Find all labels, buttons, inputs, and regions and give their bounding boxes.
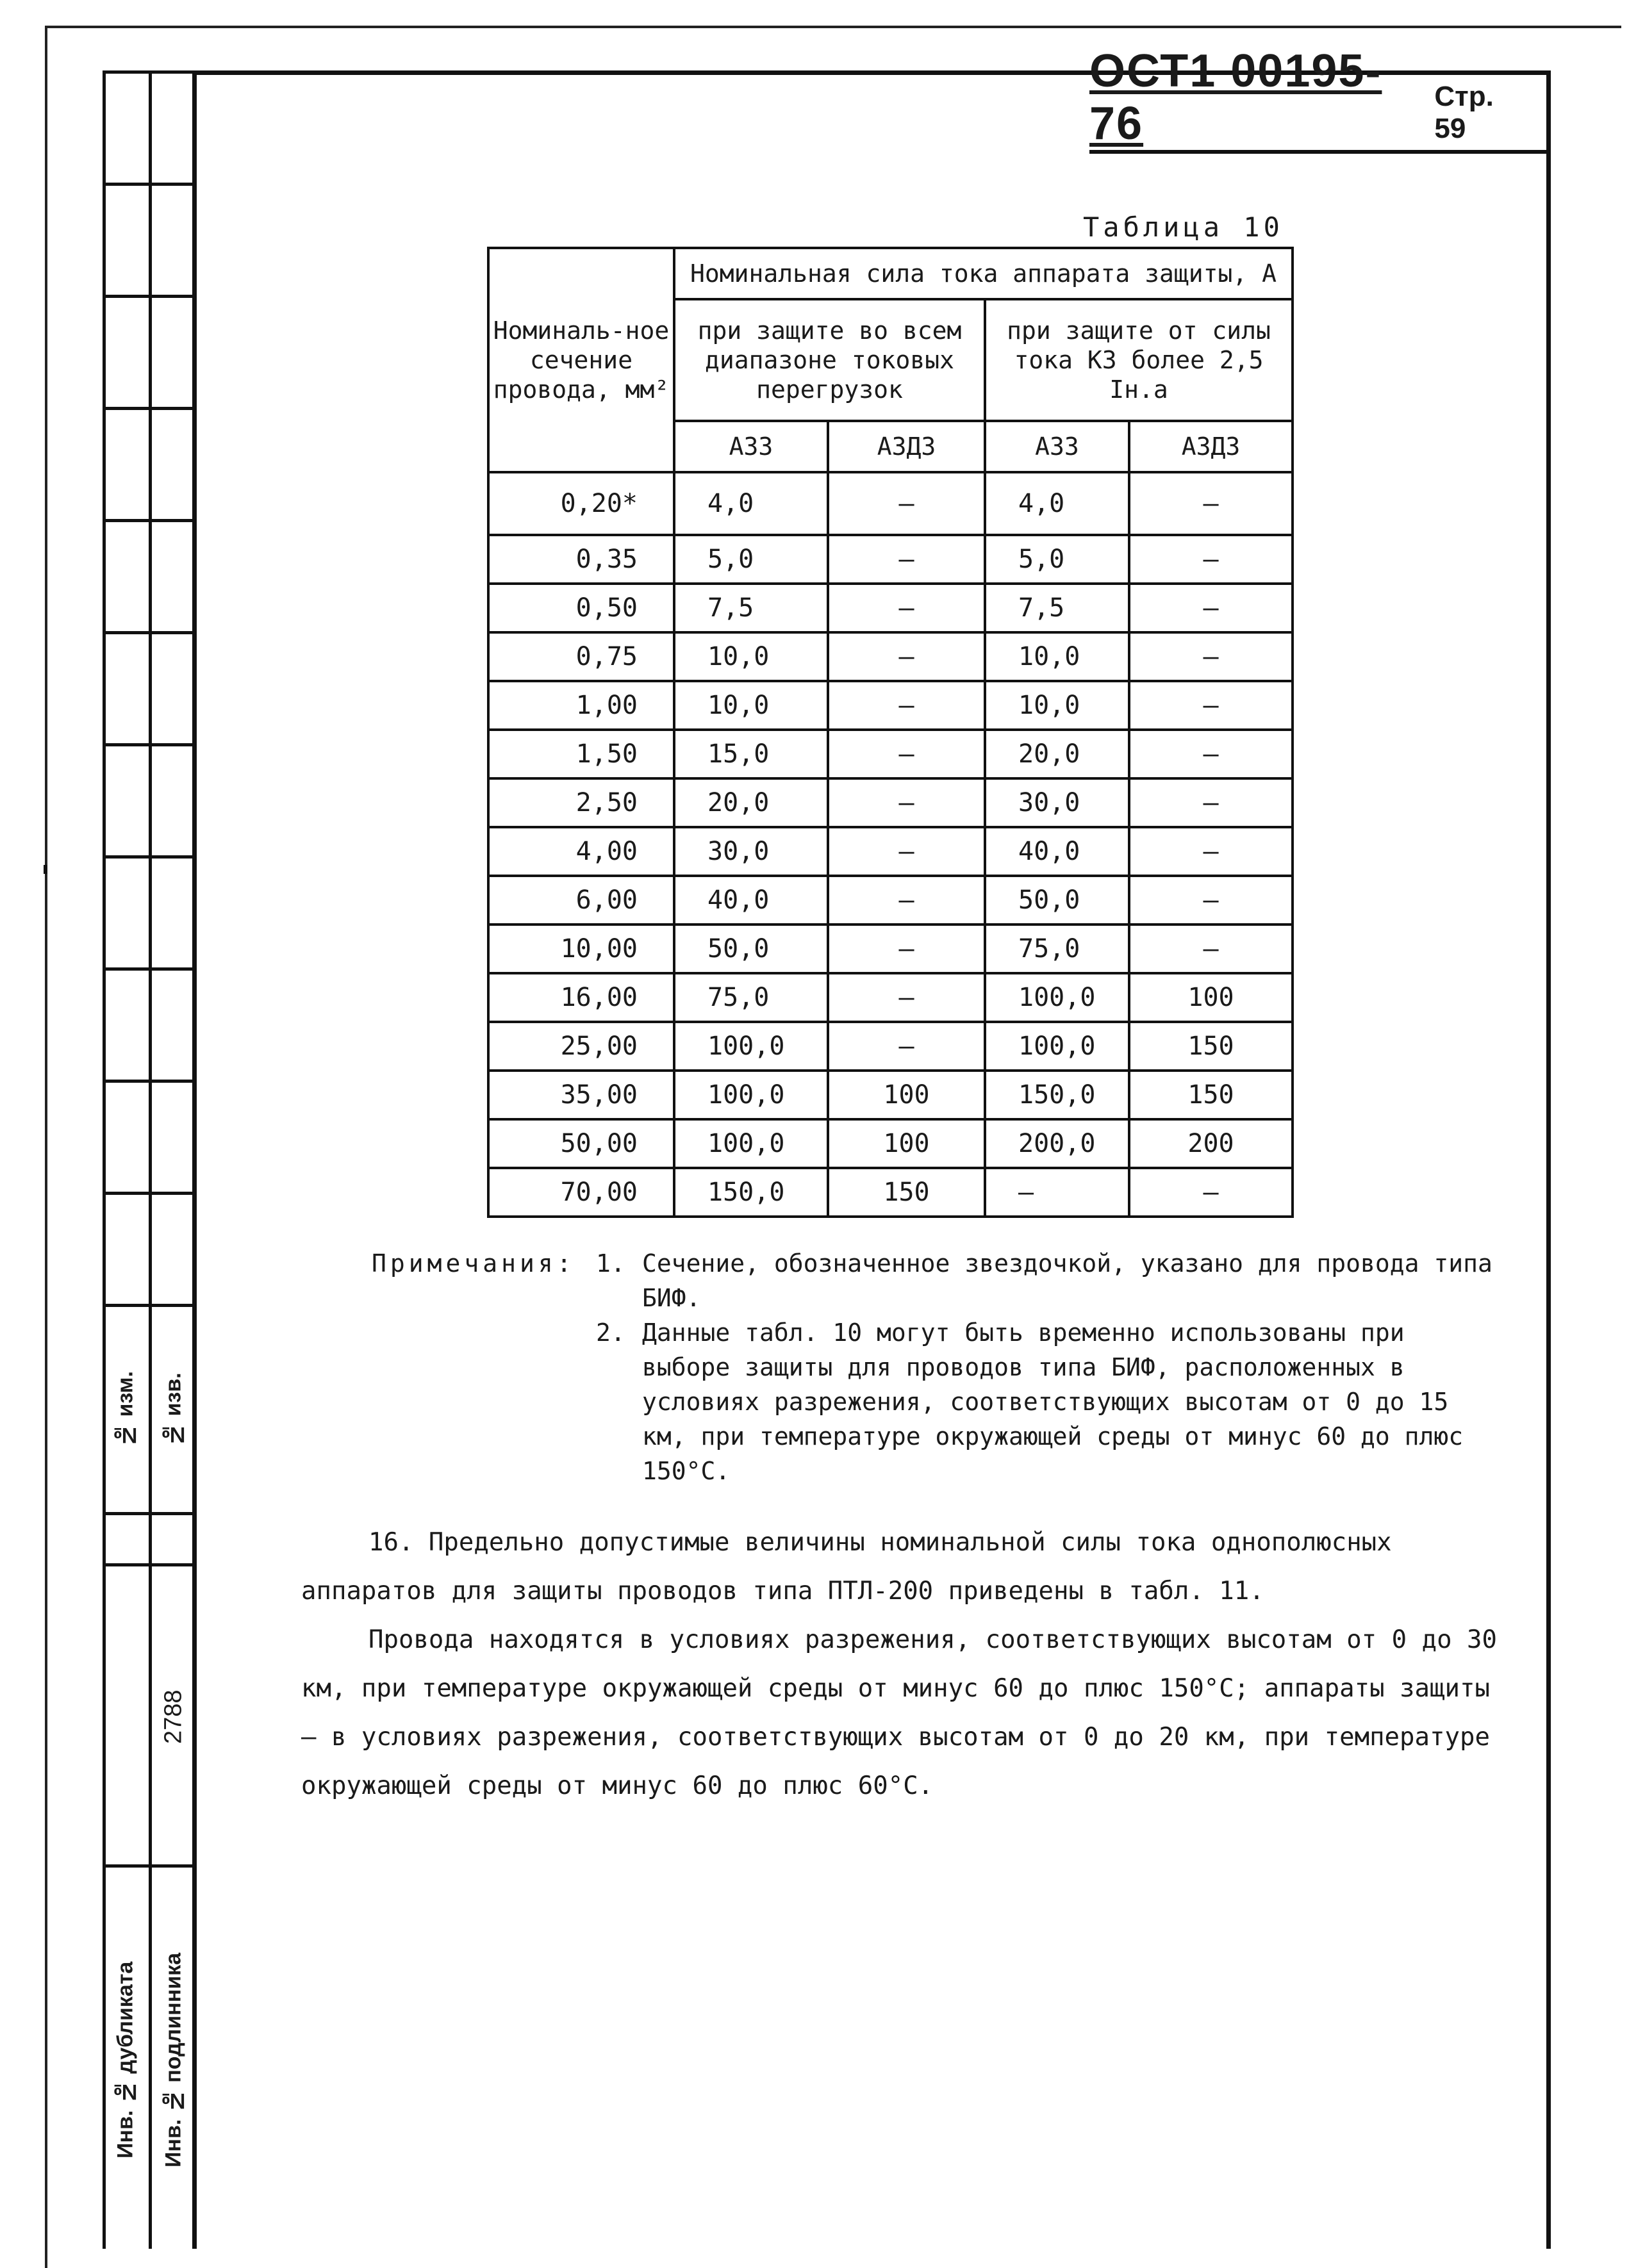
header-short-circuit: при защите от силы тока КЗ более 2,5 Iн.а bbox=[985, 299, 1293, 421]
table-row bbox=[488, 1022, 1293, 1071]
cell-value: – bbox=[828, 924, 985, 973]
table-row bbox=[488, 730, 1293, 778]
notes-label: Примечания: bbox=[372, 1249, 575, 1278]
sidebar-notice-no: № изв. bbox=[161, 1372, 186, 1447]
cell-value: 200 bbox=[1129, 1119, 1293, 1168]
margin-mark bbox=[44, 865, 47, 874]
table-row bbox=[488, 472, 1293, 535]
cell-value: – bbox=[828, 632, 985, 681]
cell-value: – bbox=[1129, 584, 1293, 632]
table-row bbox=[488, 876, 1293, 924]
table-row bbox=[488, 584, 1293, 632]
cell-wire-section: 0,50 bbox=[488, 584, 674, 632]
cell-value: – bbox=[828, 472, 985, 535]
cell-value: – bbox=[828, 681, 985, 730]
cell-wire-section: 4,00 bbox=[488, 827, 674, 876]
cell-wire-section: 0,35 bbox=[488, 535, 674, 584]
col-label: АЗЗ bbox=[674, 421, 828, 472]
sidebar-doc-number: 2788 bbox=[160, 1689, 187, 1745]
cell-value: – bbox=[1129, 778, 1293, 827]
cell-value: – bbox=[1129, 632, 1293, 681]
cell-value: – bbox=[1129, 876, 1293, 924]
cell-value: 7,5 bbox=[985, 584, 1129, 632]
table-row bbox=[488, 535, 1293, 584]
cell-wire-section: 50,00 bbox=[488, 1119, 674, 1168]
cell-value: 10,0 bbox=[674, 632, 828, 681]
cell-value: 50,0 bbox=[985, 876, 1129, 924]
cell-value: – bbox=[828, 584, 985, 632]
cell-value: – bbox=[1129, 1168, 1293, 1217]
cell-value: 7,5 bbox=[674, 584, 828, 632]
revision-sidebar bbox=[103, 70, 195, 2249]
cell-value: 75,0 bbox=[674, 973, 828, 1022]
cell-value: 40,0 bbox=[674, 876, 828, 924]
cell-value: – bbox=[828, 730, 985, 778]
body-text bbox=[301, 1518, 1519, 1811]
cell-value: 100,0 bbox=[674, 1119, 828, 1168]
sidebar-change-no: № изм. bbox=[113, 1371, 138, 1448]
cell-value: – bbox=[1129, 681, 1293, 730]
table-row bbox=[488, 973, 1293, 1022]
cell-wire-section: 16,00 bbox=[488, 973, 674, 1022]
cell-value: 150 bbox=[1129, 1022, 1293, 1071]
cell-value: 20,0 bbox=[985, 730, 1129, 778]
cell-value: 150,0 bbox=[674, 1168, 828, 1217]
table-title: Таблица 10 bbox=[1083, 211, 1284, 243]
cell-value: – bbox=[1129, 472, 1293, 535]
cell-wire-section: 6,00 bbox=[488, 876, 674, 924]
cell-value: 4,0 bbox=[674, 472, 828, 535]
cell-value: 200,0 bbox=[985, 1119, 1129, 1168]
cell-wire-section: 2,50 bbox=[488, 778, 674, 827]
table-body bbox=[488, 472, 1293, 1217]
cell-value: 100,0 bbox=[674, 1071, 828, 1119]
cell-value: – bbox=[1129, 535, 1293, 584]
cell-value: 50,0 bbox=[674, 924, 828, 973]
cell-value: 4,0 bbox=[985, 472, 1129, 535]
cell-value: 10,0 bbox=[985, 681, 1129, 730]
sidebar-original-inv: Инв. № подлинника bbox=[161, 1952, 186, 2167]
table-row bbox=[488, 1119, 1293, 1168]
cell-value: 30,0 bbox=[674, 827, 828, 876]
col-label: АЗДЗ bbox=[1129, 421, 1293, 472]
table-row bbox=[488, 1168, 1293, 1217]
cell-value: 5,0 bbox=[985, 535, 1129, 584]
current-rating-table bbox=[487, 247, 1294, 1218]
cell-value: 15,0 bbox=[674, 730, 828, 778]
cell-wire-section: 10,00 bbox=[488, 924, 674, 973]
cell-value: 10,0 bbox=[674, 681, 828, 730]
header-full-overload: при защите во всем диапазоне токовых перегрузок bbox=[674, 299, 985, 421]
table-row bbox=[488, 1071, 1293, 1119]
table-row bbox=[488, 632, 1293, 681]
cell-wire-section: 35,00 bbox=[488, 1071, 674, 1119]
cell-value: 100,0 bbox=[985, 973, 1129, 1022]
cell-value: – bbox=[1129, 924, 1293, 973]
cell-value: – bbox=[828, 876, 985, 924]
cell-wire-section: 25,00 bbox=[488, 1022, 674, 1071]
cell-value: 100,0 bbox=[985, 1022, 1129, 1071]
cell-value: 75,0 bbox=[985, 924, 1129, 973]
cell-value: – bbox=[828, 827, 985, 876]
cell-value: 100 bbox=[828, 1119, 985, 1168]
cell-wire-section: 1,50 bbox=[488, 730, 674, 778]
cell-value: 150 bbox=[1129, 1071, 1293, 1119]
cell-value: 5,0 bbox=[674, 535, 828, 584]
sidebar-duplicate-inv: Инв. № дубликата bbox=[113, 1961, 138, 2158]
cell-wire-section: 0,20* bbox=[488, 472, 674, 535]
cell-value: – bbox=[828, 535, 985, 584]
document-code: ОСТ1 00195-76 bbox=[1089, 45, 1382, 149]
paragraph: 16. Предельно допустимые величины номинальной силы тока однополюсных аппаратов для защиты проводов типа ПТЛ-200 приведены в табл. 11. bbox=[301, 1528, 1392, 1606]
paragraph: Провода находятся в условиях разрежения, соответствующих высотам от 0 до 30 км, при температуре окружающей среды от минус 60 до плюс 150°С; аппараты защиты – в условиях разрежения, соответствующих высотам от 0 до 20 км, при температуре окружающей среды от минус 60 до плюс 60°С. bbox=[301, 1625, 1497, 1800]
cell-value: – bbox=[828, 973, 985, 1022]
cell-wire-section: 1,00 bbox=[488, 681, 674, 730]
cell-value: 10,0 bbox=[985, 632, 1129, 681]
cell-value: – bbox=[828, 778, 985, 827]
col-label: АЗЗ bbox=[985, 421, 1129, 472]
cell-value: 150 bbox=[828, 1168, 985, 1217]
table-row bbox=[488, 924, 1293, 973]
table-row bbox=[488, 778, 1293, 827]
cell-value: – bbox=[1129, 730, 1293, 778]
cell-wire-section: 0,75 bbox=[488, 632, 674, 681]
cell-value: 150,0 bbox=[985, 1071, 1129, 1119]
cell-value: 100,0 bbox=[674, 1022, 828, 1071]
cell-value: 40,0 bbox=[985, 827, 1129, 876]
cell-value: – bbox=[985, 1168, 1129, 1217]
col-label: АЗДЗ bbox=[828, 421, 985, 472]
cell-value: 30,0 bbox=[985, 778, 1129, 827]
cell-value: 100 bbox=[1129, 973, 1293, 1022]
header-wire-section: Номиналь-ное сечение провода, мм² bbox=[488, 248, 674, 472]
cell-value: – bbox=[1129, 827, 1293, 876]
cell-wire-section: 70,00 bbox=[488, 1168, 674, 1217]
page-number: Стр. 59 bbox=[1434, 81, 1494, 144]
page-header bbox=[1089, 45, 1551, 154]
header-rated-current: Номинальная сила тока аппарата защиты, А bbox=[674, 248, 1293, 299]
table-row bbox=[488, 827, 1293, 876]
cell-value: 100 bbox=[828, 1071, 985, 1119]
cell-value: 20,0 bbox=[674, 778, 828, 827]
cell-value: – bbox=[828, 1022, 985, 1071]
table-row bbox=[488, 681, 1293, 730]
